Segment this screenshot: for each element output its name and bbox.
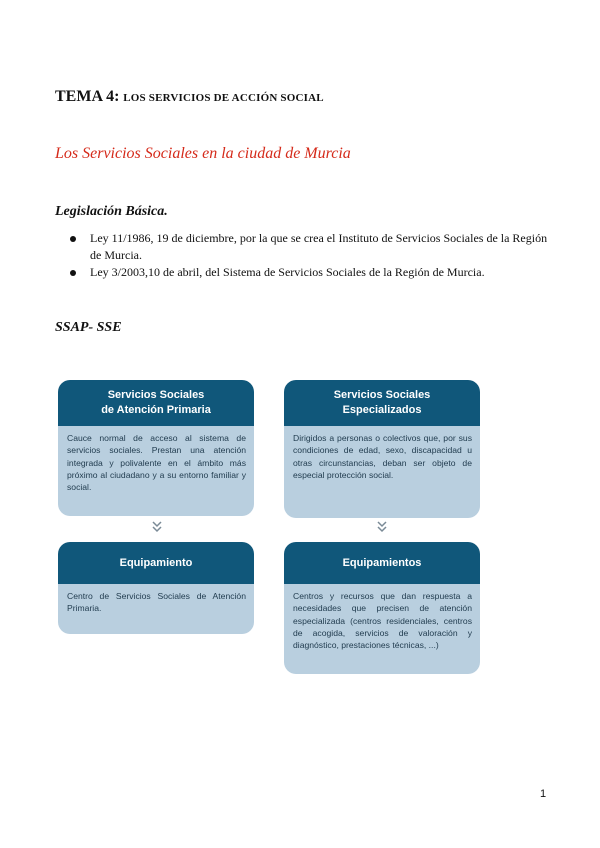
card-header: Servicios Sociales Especializados — [284, 380, 480, 426]
card-header: Equipamientos — [284, 542, 480, 584]
heading-prefix: TEMA 4: — [55, 88, 120, 105]
card-body: Centro de Servicios Sociales de Atención Primaria. — [58, 584, 254, 634]
page-number: 1 — [540, 788, 547, 800]
page-heading — [55, 88, 324, 106]
legislacion-title: Legislación Básica. — [55, 204, 168, 219]
card-especializados — [284, 380, 480, 518]
card-header: Servicios Sociales de Atención Primaria — [58, 380, 254, 426]
card-body: Dirigidos a personas o colectivos que, por sus condiciones de edad, sexo, discapacidad u otras circunstancias, deban ser objeto de especial protección social. — [284, 426, 480, 518]
legislacion-list — [70, 230, 550, 281]
chevron-down-icon — [376, 520, 388, 536]
card-header: Equipamiento — [58, 542, 254, 584]
chevron-down-icon — [151, 520, 163, 536]
ssap-title: SSAP- SSE — [55, 320, 122, 335]
list-item: Ley 3/2003,10 de abril, del Sistema de Servicios Sociales de la Región de Murcia. — [70, 264, 550, 281]
card-body: Cauce normal de acceso al sistema de servicios sociales. Prestan una atención integrada y polivalente en el ámbito más próximo al ciudadano y a su entorno familiar y social. — [58, 426, 254, 516]
bullet-icon — [70, 270, 76, 276]
card-body: Centros y recursos que dan respuesta a necesidades que precisen de atención especializada (centros residenciales, centros de acogida, servicios de valoración y diagnóstico, prestaciones técnicas, ...) — [284, 584, 480, 674]
list-item: Ley 11/1986, 19 de diciembre, por la que se crea el Instituto de Servicios Sociales de la Región de Murcia. — [70, 230, 550, 264]
card-atencion-primaria — [58, 380, 254, 516]
heading-title: LOS SERVICIOS DE ACCIÓN SOCIAL — [123, 92, 324, 104]
bullet-icon — [70, 236, 76, 242]
section-subtitle: Los Servicios Sociales en la ciudad de Murcia — [55, 145, 351, 162]
card-equipamientos — [284, 542, 480, 674]
card-equipamiento — [58, 542, 254, 634]
